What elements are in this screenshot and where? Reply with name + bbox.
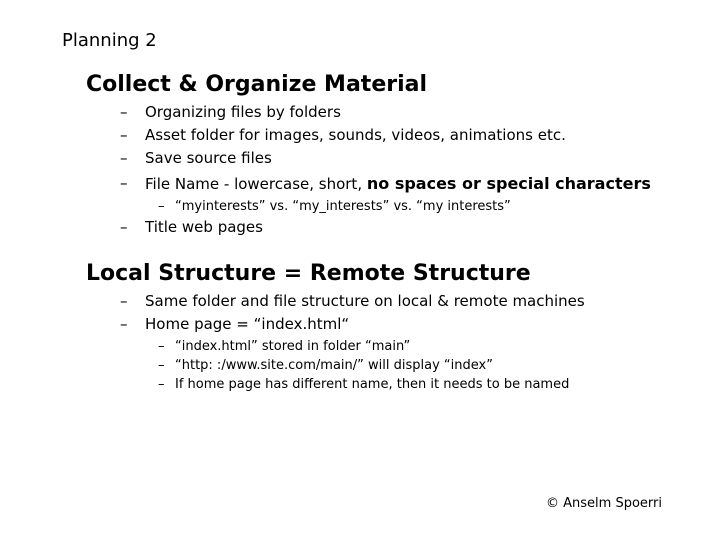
list-item: Title web pages (145, 218, 263, 236)
list-item-filename (145, 174, 651, 193)
bullet-dash: – (120, 103, 128, 121)
bullet-dash: – (120, 292, 128, 310)
sub-list-item: If home page has different name, then it needs to be named (175, 377, 570, 392)
sub-list-item: “myinterests” vs. “my_interests” vs. “my interests” (175, 199, 511, 214)
bullet-dash: – (120, 315, 128, 333)
bullet-dash: – (158, 377, 165, 392)
section-heading-structure: Local Structure = Remote Structure (86, 261, 531, 286)
bullet-dash: – (158, 339, 165, 354)
list-item: Same folder and file structure on local & remote machines (145, 292, 585, 310)
slide-title: Planning 2 (62, 30, 157, 51)
list-item: Asset folder for images, sounds, videos, animations etc. (145, 126, 566, 144)
bullet-dash: – (158, 199, 165, 214)
filename-emphasis: no spaces or special characters (366, 174, 651, 193)
filename-text: File Name - lowercase, short, (145, 175, 367, 193)
bullet-dash: – (120, 149, 128, 167)
list-item: Save source files (145, 149, 272, 167)
bullet-dash: – (120, 126, 128, 144)
list-item: Home page = “index.html“ (145, 315, 350, 333)
sub-list-item: “index.html” stored in folder “main” (175, 339, 411, 354)
list-item: Organizing files by folders (145, 103, 341, 121)
bullet-dash: – (120, 218, 128, 236)
section-heading-collect: Collect & Organize Material (86, 72, 428, 97)
bullet-dash: – (120, 174, 128, 192)
copyright-footer: © Anselm Spoerri (546, 496, 662, 511)
bullet-dash: – (158, 358, 165, 373)
sub-list-item: “http: :/www.site.com/main/” will display “index” (175, 358, 493, 373)
